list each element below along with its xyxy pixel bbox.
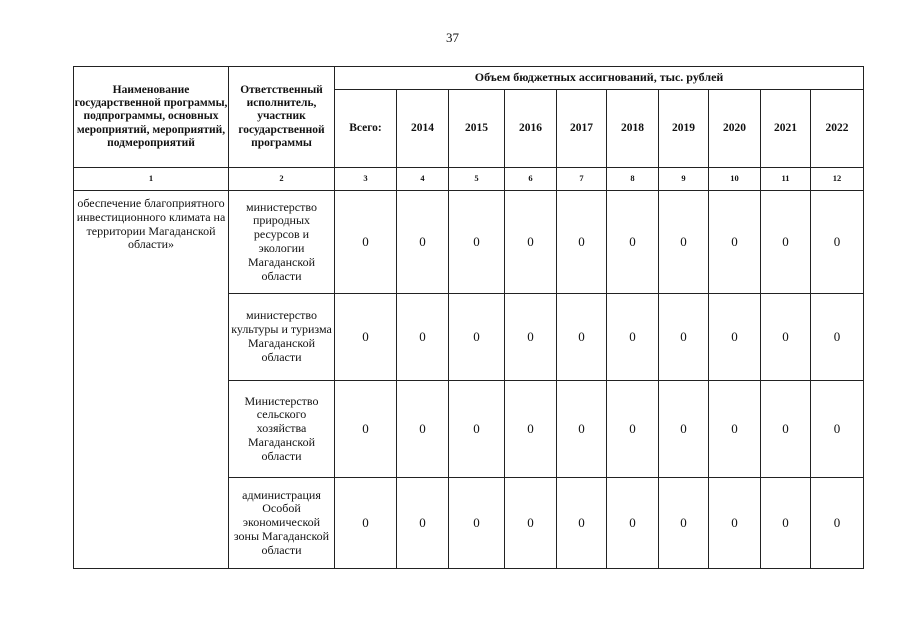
value-cell: 0: [449, 478, 505, 569]
value-cell: 0: [505, 294, 557, 381]
header-executor: Ответственный исполнитель, участник государственной программы: [229, 67, 335, 168]
value-cell: 0: [659, 294, 709, 381]
value-cell: 0: [811, 294, 864, 381]
value-cell: 0: [449, 381, 505, 478]
value-cell: 0: [397, 381, 449, 478]
value-cell: 0: [557, 191, 607, 294]
column-number: 10: [709, 168, 761, 191]
value-cell: 0: [397, 191, 449, 294]
budget-table: [73, 66, 864, 569]
header-year: 2017: [557, 90, 607, 168]
column-number: 11: [761, 168, 811, 191]
value-cell: 0: [709, 381, 761, 478]
value-cell: 0: [607, 381, 659, 478]
header-budget: Объем бюджетных ассигнований, тыс. рублей: [335, 67, 864, 90]
column-number: 1: [74, 168, 229, 191]
value-cell: 0: [557, 294, 607, 381]
value-cell: 0: [659, 191, 709, 294]
value-cell: 0: [709, 478, 761, 569]
page-number: 37: [446, 30, 459, 45]
value-cell: 0: [397, 294, 449, 381]
value-cell: 0: [335, 381, 397, 478]
column-number: 7: [557, 168, 607, 191]
value-cell: 0: [505, 478, 557, 569]
header-year: 2016: [505, 90, 557, 168]
header-year: 2021: [761, 90, 811, 168]
value-cell: 0: [607, 478, 659, 569]
column-number: 2: [229, 168, 335, 191]
executor-cell: министерство природных ресурсов и экологии Магаданской области: [229, 191, 335, 294]
column-number: 5: [449, 168, 505, 191]
value-cell: 0: [397, 478, 449, 569]
value-cell: 0: [761, 381, 811, 478]
value-cell: 0: [449, 294, 505, 381]
column-number: 9: [659, 168, 709, 191]
value-cell: 0: [709, 191, 761, 294]
table-row: [74, 191, 864, 294]
value-cell: 0: [811, 478, 864, 569]
executor-cell: Министерство сельского хозяйства Магаданской области: [229, 381, 335, 478]
header-year: 2014: [397, 90, 449, 168]
value-cell: 0: [505, 191, 557, 294]
executor-cell: администрация Особой экономической зоны Магаданской области: [229, 478, 335, 569]
value-cell: 0: [709, 294, 761, 381]
column-number: 6: [505, 168, 557, 191]
value-cell: 0: [607, 191, 659, 294]
value-cell: 0: [811, 191, 864, 294]
column-number: 8: [607, 168, 659, 191]
column-number: 3: [335, 168, 397, 191]
executor-cell: министерство культуры и туризма Магаданской области: [229, 294, 335, 381]
value-cell: 0: [449, 191, 505, 294]
value-cell: 0: [335, 191, 397, 294]
header-total: Всего:: [335, 90, 397, 168]
header-year: 2018: [607, 90, 659, 168]
value-cell: 0: [505, 381, 557, 478]
program-name-cell: обеспечение благоприятного инвестиционного климата на территории Магаданской области»: [74, 191, 229, 569]
value-cell: 0: [557, 381, 607, 478]
value-cell: 0: [659, 381, 709, 478]
column-number: 4: [397, 168, 449, 191]
value-cell: 0: [659, 478, 709, 569]
header-year: 2022: [811, 90, 864, 168]
header-year: 2020: [709, 90, 761, 168]
header-year: 2019: [659, 90, 709, 168]
value-cell: 0: [607, 294, 659, 381]
column-number: 12: [811, 168, 864, 191]
header-year: 2015: [449, 90, 505, 168]
value-cell: 0: [761, 191, 811, 294]
value-cell: 0: [335, 478, 397, 569]
value-cell: 0: [335, 294, 397, 381]
value-cell: 0: [761, 478, 811, 569]
column-number-row: [74, 168, 864, 191]
value-cell: 0: [761, 294, 811, 381]
value-cell: 0: [557, 478, 607, 569]
header-program-name: Наименование государственной программы, подпрограммы, основных мероприятий, мероприятий, подмероприятий: [74, 67, 229, 168]
value-cell: 0: [811, 381, 864, 478]
